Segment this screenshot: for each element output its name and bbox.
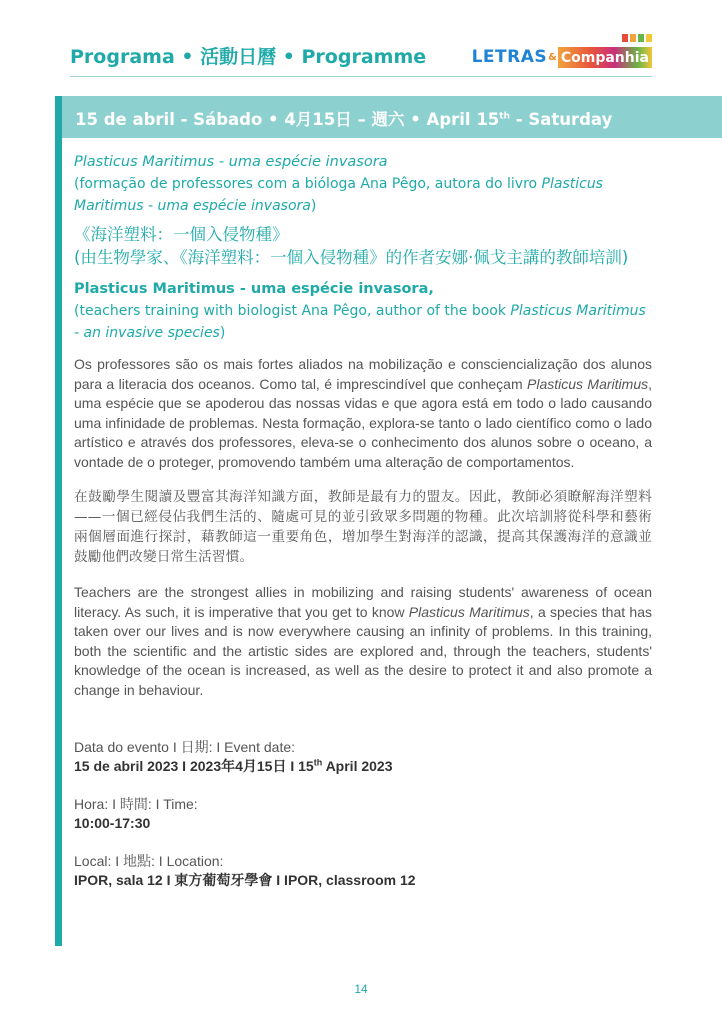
letras-companhia-logo: [472, 42, 652, 68]
event-subtitle-pt: (formação de professores com a bióloga Ana Pêgo, autora do livro Plasticus Maritimus - uma espécie invasora): [74, 176, 603, 214]
event-time-value: 10:00-17:30: [74, 815, 151, 831]
event-title-zh: 《海洋塑料：一個入侵物種》: [74, 225, 289, 244]
event-date-label: Data do evento I 日期: I Event date:: [74, 739, 296, 755]
event-location-label: Local: I 地點: I Location:: [74, 853, 224, 869]
event-subtitle-zh: (由生物學家、《海洋塑料：一個入侵物種》的作者安娜·佩戈主講的教師培訓): [74, 248, 629, 267]
date-banner: [62, 96, 722, 138]
logo-letras: LETRAS: [471, 47, 548, 67]
accent-side-bar: [55, 96, 62, 946]
logo-companhia: Companhia: [558, 47, 652, 68]
event-date-value: 15 de abril 2023 I 2023年4月15日 I 15th April 2023: [74, 757, 393, 774]
event-title-en: Plasticus Maritimus - uma espécie invasora,: [74, 281, 434, 297]
header-divider: [70, 76, 652, 77]
event-time-label: Hora: I 時間: I Time:: [74, 796, 198, 812]
page-number: 14: [354, 982, 368, 996]
date-banner-text: 15 de abril - Sábado • 4月15日 – 週六 • April 15th - Saturday: [75, 110, 613, 129]
event-subtitle-en: (teachers training with biologist Ana Pêgo, author of the book Plasticus Maritimus - an invasive species): [74, 303, 646, 341]
logo-color-blocks: [622, 34, 652, 42]
description-pt: Os professores são os mais fortes aliados na mobilização e consciencialização dos alunos para a literacia dos oceanos. Como tal, é imprescindível que conheçam Plasticus Maritimus, uma espécie que se apoderou das nossas vidas e que agora está em todo o lado causando uma infinidade de problemas. Nesta formação, explora-se tanto o lado científico como o lado artístico e através dos professores, eleva-se o conhecimento dos alunos sobre o oceano, a vontade de o proteger, promovendo também uma alteração de comportamentos.: [74, 356, 652, 470]
event-title-pt: Plasticus Maritimus - uma espécie invasora: [74, 154, 388, 170]
page-header: [70, 38, 652, 74]
event-content: [74, 152, 652, 890]
logo-ampersand: &: [548, 52, 557, 63]
description-en: Teachers are the strongest allies in mobilizing and raising students' awareness of ocean literacy. As such, it is imperative that you get to know Plasticus Maritimus, a species that has taken over our lives and is now everywhere causing an infinity of problems. In this training, both the scientific and the artistic sides are explored and, through the teachers, students' knowledge of the ocean is increased, as well as the desire to protect it and also promote a change in behaviour.: [74, 584, 652, 698]
description-zh: 在鼓勵學生閱讀及豐富其海洋知識方面，教師是最有力的盟友。因此，教師必須瞭解海洋塑料——一個已經侵佔我們生活的、隨處可見的並引致眾多問題的物種。此次培訓將從科學和藝術兩個層面進行探討，藉教師這一重要角色，增加學生對海洋的認識，提高其保護海洋的意識並鼓勵他們改變日常生活習慣。: [74, 489, 652, 565]
programme-title: Programa • 活動日曆 • Programme: [70, 46, 427, 68]
event-location-value: IPOR, sala 12 I 東方葡萄牙學會 I IPOR, classroom 12: [74, 872, 416, 888]
